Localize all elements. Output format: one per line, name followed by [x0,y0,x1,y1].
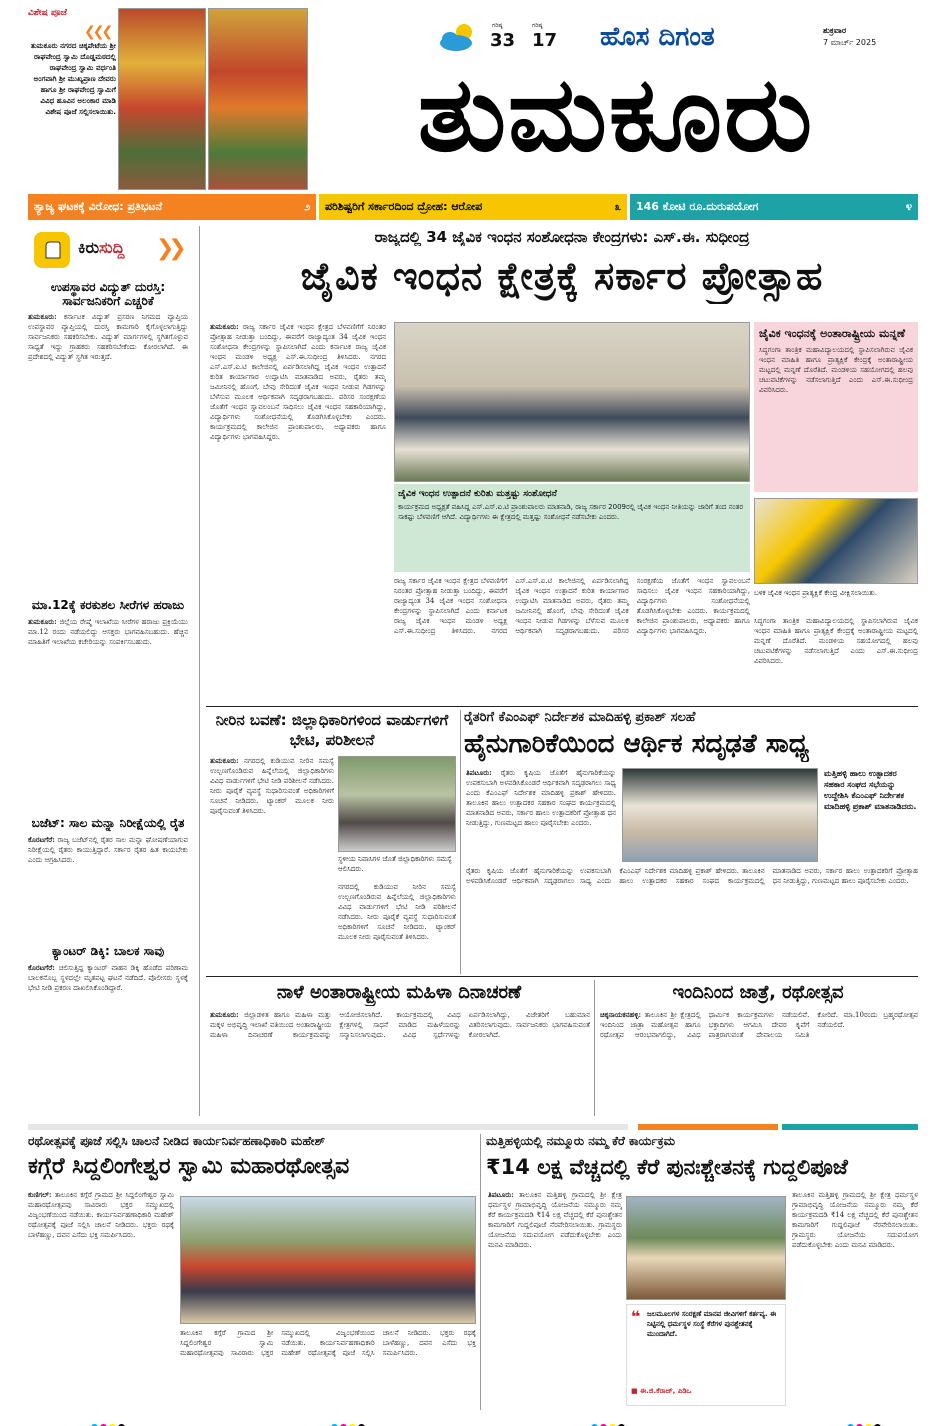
dairy-story [464,710,918,974]
briefs-chevrons-icon: ❯❯ [156,236,181,261]
bottom-divider [480,1134,481,1410]
kaggere-photo [180,1196,476,1324]
weather-max: 33 [490,30,516,51]
lead-side-box [754,322,918,492]
kere-story [486,1134,918,1410]
teaser-1[interactable]: ತ್ಯಾಜ್ಯ ಘಟಕಕ್ಕೆ ವಿರೋಧ: ಪ್ರತಿಭಟನೆ ೨ [28,194,316,220]
lead-side-body: ಸಿದ್ಧಗಂಗಾ ತಾಂತ್ರಿಕ ಮಹಾವಿದ್ಯಾಲಯದಲ್ಲಿ ಸ್ಥಾಪಿಸಲಾಗಿರುವ ಜೈವಿಕ ಇಂಧನ ಮಾಹಿತಿ ಹಾಗೂ ಪ್ರಾತ್ಯಕ್ಷಿಕೆ ಕೇಂದ್ರಕ್ಕೆ ಅಂತಾರಾಷ್ಟ್ರೀಯ ಮಟ್ಟದಲ್ಲಿ ಮನ್ನಣೆ ದೊರೆತಿದೆ. ಮಂಡಳಿಯ ಸಹಯೋಗದಲ್ಲಿ ಹಲವು ಚಟುವಟಿಕೆಗಳನ್ನು ನಡೆಸಲಾಗುತ್ತಿದೆ ಎಂದು ಎಸ್.ಈ.ಸುಧೀಂದ್ರ ವಿವರಿಸಿದರು. [759,346,913,394]
kaggere-kicker: ರಥೋತ್ಸವಕ್ಕೆ ಪೂಜೆ ಸಲ್ಲಿಸಿ ಚಾಲನೆ ನೀಡಿದ ಕಾರ್ಯನಿರ್ವಹಣಾಧಿಕಾರಿ ಮಹೇಶ್ [28,1134,326,1148]
dairy-kicker: ರೈತರಿಗೆ ಕೆಎಂಎಫ್ ನಿರ್ದೇಶಕ ಮಾದಿಹಳ್ಳಿ ಪ್ರಕಾಶ್ ಸಲಹೆ [464,710,696,725]
womens-day-divider [594,980,595,1116]
brief-body: ಕೊರಟಗೆರೆ: ರಾಜ್ಯ ಬಜೆಟ್‌ನಲ್ಲಿ ರೈತರ ಸಾಲ ಮನ್ನಾ ಘೋಷಣೆಯಾಗುವ ನಿರೀಕ್ಷೆಯಲ್ಲಿ ರೈತರು ಕಾಯುತ್ತಿದ್ದಾರೆ. ಸರ್ಕಾರ ರೈತರ ಹಿತ ಕಾಯಬೇಕು ಎಂದು ಆಗ್ರಹಿಸಿದರು. [28,835,188,864]
brief-title: ಉಪಸ್ಥಾವರ ವಿದ್ಯುತ್ ದುರಸ್ತಿ: ಸಾರ್ವಜನಿಕರಿಗೆ ಎಚ್ಚರಿಕೆ [50,280,166,308]
lead-side-photo [754,498,918,584]
lead-photo-caption: ಕಾರ್ಯಕ್ರಮದ ಅಧ್ಯಕ್ಷತೆ ವಹಿಸಿದ್ದ ಎಸ್.ಎಸ್.ಐ.ಟಿ ಪ್ರಾಂಶುಪಾಲರು ಮಾತನಾಡಿ, ರಾಜ್ಯ ಸರ್ಕಾರ 2009ರಲ್ಲಿ ಜೈವಿಕ ಇಂಧನ ನೀತಿಯನ್ನು ಜಾರಿಗೆ ತಂದ ನಂತರ ಸಾಕಷ್ಟು ಬೆಳವಣಿಗೆ ಆಗಿದೆ. ವಿದ್ಯಾರ್ಥಿಗಳು ಈ ಕ್ಷೇತ್ರದಲ್ಲಿ ಮತ್ತಷ್ಟು ಸಂಶೋಧನೆ ನಡೆಸಬೇಕು ಎಂದರು. [398,503,744,521]
registration-marks [0,1414,945,1426]
dairy-body-cont: ರೈತರು ಕೃಷಿಯ ಜೊತೆಗೆ ಹೈನುಗಾರಿಕೆಯನ್ನು ಉಪಕಸುಬಾಗಿ ಅಳವಡಿಸಿಕೊಂಡರೆ ಆರ್ಥಿಕವಾಗಿ ಸದೃಢರಾಗಲು ಸಾಧ್ಯ ಎಂದು ಕೆಎಂಎಫ್ ನಿರ್ದೇಶಕ ಮಾದಿಹಳ್ಳಿ ಪ್ರಕಾಶ್ ಹೇಳಿದರು. ತಾಲೂಕಿನ ಹಾಲು ಉತ್ಪಾದಕರ ಸಹಕಾರ ಸಂಘದ ಕಾರ್ಯಕ್ರಮದಲ್ಲಿ ಮಾತನಾಡಿದ ಅವರು, ಸರ್ಕಾರ ಹಾಲು ಉತ್ಪಾದಕರಿಗೆ ಪ್ರೋತ್ಸಾಹ ಧನ ನೀಡುತ್ತಿದ್ದು, ಗುಣಮಟ್ಟದ ಹಾಲು ಪೂರೈಸಬೇಕು ಎಂದರು. [466,867,918,885]
dairy-headline: ಹೈನುಗಾರಿಕೆಯಿಂದ ಆರ್ಥಿಕ ಸದೃಢತೆ ಸಾಧ್ಯ [464,729,810,759]
brief-2 [28,598,188,808]
ward-headline: ನೀರಿನ ಬವಣೆ: ಜಿಲ್ಲಾಧಿಕಾರಿಗಳಿಂದ ವಾರ್ಡುಗಳಿಗೆ ಭೇಟಿ, ಪರಿಶೀಲನೆ [215,711,449,749]
weather-min: 17 [532,30,558,51]
dairy-photo [622,768,818,862]
day: ಶುಕ್ರವಾರ [823,26,847,35]
jatre-story [598,980,918,1116]
brief-body: ತುಮಕೂರು: ಜಿಲ್ಲೆಯ ರೇಷ್ಮೆ ಇಲಾಖೆಯ ಸೀರೆಗಳ ಹರಾಜು ಪ್ರಕ್ರಿಯೆಯು ಮಾ.12 ರಂದು ನಡೆಯಲಿದ್ದು ಆಸಕ್ತರು ಭಾಗವಹಿಸಬಹುದು. ಹೆಚ್ಚಿನ ಮಾಹಿತಿಗೆ ಇಲಾಖೆಯ ಕಚೇರಿಯನ್ನು ಸಂಪರ್ಕಿಸಬಹುದು. [28,617,188,646]
ward-body-cont: ನಗರದಲ್ಲಿ ಕುಡಿಯುವ ನೀರಿನ ಸಮಸ್ಯೆ ಉಲ್ಬಣಗೊಂಡಿರುವ ಹಿನ್ನೆಲೆಯಲ್ಲಿ ಜಿಲ್ಲಾಧಿಕಾರಿಗಳು ವಿವಿಧ ವಾರ್ಡುಗಳಿಗೆ ಭೇಟಿ ನೀಡಿ ಪರಿಶೀಲನೆ ನಡೆಸಿದರು. ನೀರು ಪೂರೈಕೆ ವ್ಯವಸ್ಥೆ ಸುಧಾರಿಸುವಂತೆ ಅಧಿಕಾರಿಗಳಿಗೆ ಸೂಚನೆ ನೀಡಿದರು. ಟ್ಯಾಂಕರ್ ಮೂಲಕ ನೀರು ಪೂರೈಸುವಂತೆ ತಿಳಿಸಿದರು. [338,883,456,941]
kere-quote: ಜಲಮೂಲಗಳ ಸಂರಕ್ಷಣೆ ಮಾನವ ಜೀವಿಗಳಿಗೆ ಕರ್ತವ್ಯ. ಈ ನಿಟ್ಟಿನಲ್ಲಿ ಧರ್ಮಸ್ಥಳ ಸಂಸ್ಥೆ ಕೆರೆಗಳ ಪುನಶ್ಚೇತನಕ್ಕೆ ಮುಂದಾಗಿದೆ. [647,1310,777,1338]
brief-title: ಮಾ.12ಕ್ಕೆ ಕರಕುಶಲ ಸೀರೆಗಳ ಹರಾಜು [31,598,185,612]
lead-photo-caption-box [394,484,750,572]
briefs-column [28,226,198,1116]
brief-title: ಕ್ಯಾಂಟರ್ ಡಿಕ್ಕಿ: ಬಾಲಕ ಸಾವು [51,944,165,958]
quote-icon: ❝ [631,1307,641,1326]
hand-icon [32,230,72,270]
ward-caption: ಸ್ಥಳೀಯ ನಿವಾಸಿಗಳ ಜೊತೆ ಜಿಲ್ಲಾಧಿಕಾರಿಗಳು ಸಮಸ್ಯೆ ಆಲಿಸಿದರು. [338,855,452,873]
feature-caption: ತುಮಕೂರು ನಗರದ ಚಿಕ್ಕಪೇಟೆಯ ಶ್ರೀ ರಾಘವೇಂದ್ರ ಸ್ವಾಮಿ ದೊಡ್ಡಮಠದಲ್ಲಿ ರಾಘವೇಂದ್ರ ಸ್ವಾಮಿ ವರ್ಧಂತಿ ಅಂಗವಾಗಿ ಶ್ರೀ ಮುಖ್ಯಪ್ರಾಣ ದೇವರು ಹಾಗೂ ಶ್ರೀ ರಾಘವೇಂದ್ರ ಸ್ವಾಮಿಗೆ ವಿವಿಧ ಹೂವಿನ ಅಲಂಕಾರ ಮಾಡಿ ವಿಶೇಷ ಪೂಜೆ ಸಲ್ಲಿಸಲಾಯಿತು. [30,41,116,116]
lead-side-body-cont: ಸಿದ್ಧಗಂಗಾ ತಾಂತ್ರಿಕ ಮಹಾವಿದ್ಯಾಲಯದಲ್ಲಿ ಸ್ಥಾಪಿಸಲಾಗಿರುವ ಜೈವಿಕ ಇಂಧನ ಮಾಹಿತಿ ಹಾಗೂ ಪ್ರಾತ್ಯಕ್ಷಿಕೆ ಕೇಂದ್ರಕ್ಕೆ ಅಂತಾರಾಷ್ಟ್ರೀಯ ಮಟ್ಟದಲ್ಲಿ ಮನ್ನಣೆ ದೊರೆತಿದೆ. ಮಂಡಳಿಯ ಸಹಯೋಗದಲ್ಲಿ ಹಲವು ಚಟುವಟಿಕೆಗಳನ್ನು ನಡೆಸಲಾಗುತ್ತಿದೆ ಎಂದು ಎಸ್.ಈ.ಸುಧೀಂದ್ರ ವಿವರಿಸಿದರು. [754,617,918,665]
kaggere-headline: ಕಗ್ಗೆರೆ ಸಿದ್ದಲಿಂಗೇಶ್ವರ ಸ್ವಾಮಿ ಮಹಾರಥೋತ್ಸವ [28,1154,350,1179]
brief-title: ಬಜೆಟ್: ಸಾಲ ಮನ್ನಾ ನಿರೀಕ್ಷೆಯಲ್ಲಿ ರೈತ [31,816,185,830]
kere-headline: ₹14 ಲಕ್ಷ ವೆಚ್ಚದಲ್ಲಿ ಕೆರೆ ಪುನಃಶ್ಚೇತನಕ್ಕೆ ಗುದ್ದಲಿಪೂಜೆ [486,1155,848,1179]
section-bar [28,1124,918,1130]
lead-side-photo-caption: ಬಳಿಕ ಜೈವಿಕ ಇಂಧನ ಪ್ರಾತ್ಯಕ್ಷಿಕೆ ಕೇಂದ್ರ ವೀಕ್ಷಿಸಲಾಯಿತು. [754,589,878,597]
womens-day-body: ತುಮಕೂರು: ಜಿಲ್ಲಾಡಳಿತ ಹಾಗೂ ಮಹಿಳಾ ಮತ್ತು ಮಕ್ಕಳ ಅಭಿವೃದ್ಧಿ ಇಲಾಖೆ ವತಿಯಿಂದ ಅಂತಾರಾಷ್ಟ್ರೀಯ ಮಹಿಳಾ ದಿನಾಚರಣೆ ಕಾರ್ಯಕ್ರಮವನ್ನು ಆಯೋಜಿಸಲಾಗಿದೆ. ಕಾರ್ಯಕ್ರಮದಲ್ಲಿ ವಿವಿಧ ಕ್ಷೇತ್ರಗಳಲ್ಲಿ ಸಾಧನೆ ಮಾಡಿದ ಮಹಿಳೆಯರನ್ನು ಸನ್ಮಾನಿಸಲಾಗುವುದು. ವಿವಿಧ ಸ್ಪರ್ಧೆಗಳನ್ನು ಏರ್ಪಡಿಸಲಾಗಿದ್ದು, ವಿಜೇತರಿಗೆ ಬಹುಮಾನ ವಿತರಿಸಲಾಗುವುದು. ಸಾರ್ವಜನಿಕರು ಭಾಗವಹಿಸುವಂತೆ ಕೋರಲಾಗಿದೆ. [210,1010,590,1039]
teaser-strip [28,194,918,220]
lead-headline: ಜೈವಿಕ ಇಂಧನ ಕ್ಷೇತ್ರಕ್ಕೆ ಸರ್ಕಾರ ಪ್ರೋತ್ಸಾಹ [300,254,824,298]
teaser-2[interactable]: ಪರಿಶಿಷ್ಟರಿಗೆ ಸರ್ಕಾರದಿಂದ ದ್ರೋಹ: ಆರೋಪ ೩ [319,194,627,220]
brief-body: ಕೊರಟಗೆರೆ: ಚಲಿಸುತ್ತಿದ್ದ ಕ್ಯಾಂಟರ್ ವಾಹನ ಡಿಕ್ಕಿ ಹೊಡೆದ ಪರಿಣಾಮ ಬಾಲಕನೊಬ್ಬ ಸ್ಥಳದಲ್ಲೇ ಮೃತಪಟ್ಟ ಘಟನೆ ನಡೆದಿದೆ. ಪೊಲೀಸರು ಸ್ಥಳಕ್ಕೆ ಭೇಟಿ ನೀಡಿ ಪ್ರಕರಣ ದಾಖಲಿಸಿಕೊಂಡಿದ್ದಾರೆ. [28,963,188,992]
chevrons-icon: ❮❮❮ [84,24,111,40]
kere-body: ತಿಪಟೂರು: ತಾಲೂಕಿನ ಮತ್ತಿಹಳ್ಳಿ ಗ್ರಾಮದಲ್ಲಿ ಶ್ರೀ ಕ್ಷೇತ್ರ ಧರ್ಮಸ್ಥಳ ಗ್ರಾಮಾಭಿವೃದ್ಧಿ ಯೋಜನೆಯ ನಮ್ಮೂರು ನಮ್ಮ ಕೆರೆ ಕಾರ್ಯಕ್ರಮದಡಿ ₹14 ಲಕ್ಷ ವೆಚ್ಚದಲ್ಲಿ ಕೆರೆ ಪುನಃಶ್ಚೇತನ ಕಾಮಗಾರಿಗೆ ಗುದ್ದಲಿಪೂಜೆ ನೆರವೇರಿಸಲಾಯಿತು. ಗ್ರಾಮಸ್ಥರು ಯೋಜನೆಯ ಸದುಪಯೋಗ ಪಡೆದುಕೊಳ್ಳಬೇಕು ಎಂದು ಮನವಿ ಮಾಡಿದರು. [488,1190,622,1249]
lead-body-cont: ರಾಜ್ಯ ಸರ್ಕಾರ ಜೈವಿಕ ಇಂಧನ ಕ್ಷೇತ್ರದ ಬೆಳವಣಿಗೆಗೆ ನಿರಂತರ ಪ್ರೋತ್ಸಾಹ ನೀಡುತ್ತಾ ಬಂದಿದ್ದು, ಈವರೆಗೆ ರಾಜ್ಯಾದ್ಯಂತ 34 ಜೈವಿಕ ಇಂಧನ ಸಂಶೋಧನಾ ಕೇಂದ್ರಗಳನ್ನು ಸ್ಥಾಪಿಸಲಾಗಿದೆ ಎಂದು ಕರ್ನಾಟಕ ರಾಜ್ಯ ಜೈವಿಕ ಇಂಧನ ಮಂಡಳಿ ಅಧ್ಯಕ್ಷ ಎಸ್.ಈ.ಸುಧೀಂದ್ರ ತಿಳಿಸಿದರು. ನಗರದ ಎಸ್.ಎಸ್.ಐ.ಟಿ ಕಾಲೇಜಿನಲ್ಲಿ ಏರ್ಪಡಿಸಲಾಗಿದ್ದ ಜೈವಿಕ ಇಂಧನ ಉತ್ಪಾದನೆ ಕುರಿತ ಕಾರ್ಯಾಗಾರ ಉದ್ಘಾಟಿಸಿ ಮಾತನಾಡಿದ ಅವರು, ರೈತರು ತಮ್ಮ ಜಮೀನಿನಲ್ಲಿ ಹೊಂಗೆ, ಬೇವು ಸೇರಿದಂತೆ ಜೈವಿಕ ಇಂಧನ ನೀಡುವ ಗಿಡಗಳನ್ನು ಬೆಳೆಸುವ ಮೂಲಕ ಆರ್ಥಿಕವಾಗಿ ಸದೃಢರಾಗಬಹುದು. ಪರಿಸರ ಸಂರಕ್ಷಣೆಯ ಜೊತೆಗೆ ಇಂಧನ ಸ್ವಾವಲಂಬನೆ ಸಾಧಿಸಲು ಜೈವಿಕ ಇಂಧನ ಸಹಕಾರಿಯಾಗಿದ್ದು, ವಿದ್ಯಾರ್ಥಿಗಳು ಸಂಶೋಧನೆಯಲ್ಲಿ ತೊಡಗಿಸಿಕೊಳ್ಳಬೇಕು ಎಂದರು. ಕಾರ್ಯಕ್ರಮದಲ್ಲಿ ಕಾಲೇಜಿನ ಪ್ರಾಂಶುಪಾಲರು, ಅಧ್ಯಾಪಕರು ಹಾಗೂ ವಿದ್ಯಾರ್ಥಿಗಳು ಭಾಗವಹಿಸಿದ್ದರು. [394,577,750,635]
paper-name: ಹೊಸ ದಿಗಂತ [600,22,715,52]
womens-day-headline: ನಾಳೆ ಅಂತಾರಾಷ್ಟ್ರೀಯ ಮಹಿಳಾ ದಿನಾಚರಣೆ [276,982,522,1003]
lead-story [206,226,918,706]
lead-body: ತುಮಕೂರು: ರಾಜ್ಯ ಸರ್ಕಾರ ಜೈವಿಕ ಇಂಧನ ಕ್ಷೇತ್ರದ ಬೆಳವಣಿಗೆಗೆ ನಿರಂತರ ಪ್ರೋತ್ಸಾಹ ನೀಡುತ್ತಾ ಬಂದಿದ್ದು, ಈವರೆಗೆ ರಾಜ್ಯಾದ್ಯಂತ 34 ಜೈವಿಕ ಇಂಧನ ಸಂಶೋಧನಾ ಕೇಂದ್ರಗಳನ್ನು ಸ್ಥಾಪಿಸಲಾಗಿದೆ ಎಂದು ಕರ್ನಾಟಕ ರಾಜ್ಯ ಜೈವಿಕ ಇಂಧನ ಮಂಡಳಿ ಅಧ್ಯಕ್ಷ ಎಸ್.ಈ.ಸುಧೀಂದ್ರ ತಿಳಿಸಿದರು. ನಗರದ ಎಸ್.ಎಸ್.ಐ.ಟಿ ಕಾಲೇಜಿನಲ್ಲಿ ಏರ್ಪಡಿಸಲಾಗಿದ್ದ ಜೈವಿಕ ಇಂಧನ ಉತ್ಪಾದನೆ ಕುರಿತ ಕಾರ್ಯಾಗಾರ ಉದ್ಘಾಟಿಸಿ ಮಾತನಾಡಿದ ಅವರು, ರೈತರು ತಮ್ಮ ಜಮೀನಿನಲ್ಲಿ ಹೊಂಗೆ, ಬೇವು ಸೇರಿದಂತೆ ಜೈವಿಕ ಇಂಧನ ನೀಡುವ ಗಿಡಗಳನ್ನು ಬೆಳೆಸುವ ಮೂಲಕ ಆರ್ಥಿಕವಾಗಿ ಸದೃಢರಾಗಬಹುದು. ಪರಿಸರ ಸಂರಕ್ಷಣೆಯ ಜೊತೆಗೆ ಇಂಧನ ಸ್ವಾವಲಂಬನೆ ಸಾಧಿಸಲು ಜೈವಿಕ ಇಂಧನ ಸಹಕಾರಿಯಾಗಿದ್ದು, ವಿದ್ಯಾರ್ಥಿಗಳು ಸಂಶೋಧನೆಯಲ್ಲಿ ತೊಡಗಿಸಿಕೊಳ್ಳಬೇಕು ಎಂದರು. ಕಾರ್ಯಕ್ರಮದಲ್ಲಿ ಕಾಲೇಜಿನ ಪ್ರಾಂಶುಪಾಲರು, ಅಧ್ಯಾಪಕರು ಹಾಗೂ ವಿದ್ಯಾರ್ಥಿಗಳು ಭಾಗವಹಿಸಿದ್ದರು. [210,322,386,441]
deity-photo-2 [208,8,308,190]
teaser-3[interactable]: 146 ಕೋಟಿ ರೂ.ದುರುಪಯೋಗ ೪ [630,194,918,220]
date: 7 ಮಾರ್ಚ್ 2025 [823,38,877,47]
mid-rule [206,976,918,977]
brief-body: ತುಮಕೂರು: ಕರ್ನಾಟಕ ವಿದ್ಯುತ್ ಪ್ರಸರಣ ನಿಗಮದ ವ್ಯಾಪ್ತಿಯ ಉಪಸ್ಥಾವರ ವ್ಯಾಪ್ತಿಯಲ್ಲಿ ದುರಸ್ತಿ ಕಾಮಗಾರಿ ಕೈಗೊಳ್ಳಲಾಗುತ್ತಿದ್ದು ಸಾರ್ವಜನಿಕರು ಸಹಕರಿಸಬೇಕು. ವಿದ್ಯುತ್ ಮಾರ್ಗಗಳಲ್ಲಿ ಸ್ಥಗಿತಗೊಳ್ಳುವ ಸಾಧ್ಯತೆ ಇದ್ದು ಗ್ರಾಹಕರು ಸಹಕರಿಸಬೇಕೆಂದು ಕೋರಲಾಗಿದೆ. ಈ ಪ್ರದೇಶದಲ್ಲಿ ವಿದ್ಯುತ್ ಸ್ಥಗಿತ ಇರುತ್ತದೆ. [28,312,188,361]
lead-photo-caption-title: ಜೈವಿಕ ಇಂಧನ ಉತ್ಪಾದನೆ ಕುರಿತು ಮತ್ತಷ್ಟು ಸಂಶೋಧನೆ [398,489,557,499]
dairy-body: ತಿಪಟೂರು: ರೈತರು ಕೃಷಿಯ ಜೊತೆಗೆ ಹೈನುಗಾರಿಕೆಯನ್ನು ಉಪಕಸುಬಾಗಿ ಅಳವಡಿಸಿಕೊಂಡರೆ ಆರ್ಥಿಕವಾಗಿ ಸದೃಢರಾಗಲು ಸಾಧ್ಯ ಎಂದು ಕೆಎಂಎಫ್ ನಿರ್ದೇಶಕ ಮಾದಿಹಳ್ಳಿ ಪ್ರಕಾಶ್ ಹೇಳಿದರು. ತಾಲೂಕಿನ ಹಾಲು ಉತ್ಪಾದಕರ ಸಹಕಾರ ಸಂಘದ ಕಾರ್ಯಕ್ರಮದಲ್ಲಿ ಮಾತನಾಡಿದ ಅವರು, ಸರ್ಕಾರ ಹಾಲು ಉತ್ಪಾದಕರಿಗೆ ಪ್ರೋತ್ಸಾಹ ಧನ ನೀಡುತ್ತಿದ್ದು, ಗುಣಮಟ್ಟದ ಹಾಲು ಪೂರೈಸಬೇಕು ಎಂದರು. [466,768,616,827]
ward-body: ತುಮಕೂರು: ನಗರದಲ್ಲಿ ಕುಡಿಯುವ ನೀರಿನ ಸಮಸ್ಯೆ ಉಲ್ಬಣಗೊಂಡಿರುವ ಹಿನ್ನೆಲೆಯಲ್ಲಿ ಜಿಲ್ಲಾಧಿಕಾರಿಗಳು ವಿವಿಧ ವಾರ್ಡುಗಳಿಗೆ ಭೇಟಿ ನೀಡಿ ಪರಿಶೀಲನೆ ನಡೆಸಿದರು. ನೀರು ಪೂರೈಕೆ ವ್ಯವಸ್ಥೆ ಸುಧಾರಿಸುವಂತೆ ಅಧಿಕಾರಿಗಳಿಗೆ ಸೂಚನೆ ನೀಡಿದರು. ಟ್ಯಾಂಕರ್ ಮೂಲಕ ನೀರು ಪೂರೈಸುವಂತೆ ತಿಳಿಸಿದರು. [210,756,334,815]
jatre-body: ಚಿಕ್ಕನಾಯಕನಹಳ್ಳಿ: ತಾಲೂಕಿನ ಶ್ರೀ ಕ್ಷೇತ್ರದಲ್ಲಿ ಇಂದಿನಿಂದ ಜಾತ್ರಾ ಮಹೋತ್ಸವ ಹಾಗೂ ರಥೋತ್ಸವ ಆರಂಭವಾಗಲಿದ್ದು, ವಿವಿಧ ಧಾರ್ಮಿಕ ಕಾರ್ಯಕ್ರಮಗಳು ನಡೆಯಲಿವೆ. ಭಕ್ತಾದಿಗಳು ಆಗಮಿಸಿ ದೇವರ ಕೃಪೆಗೆ ಪಾತ್ರರಾಗುವಂತೆ ದೇವಾಲಯ ಸಮಿತಿ ಕೋರಿದೆ. ಮಾ.10ರಂದು ಬ್ರಹ್ಮರಥೋತ್ಸವ ನಡೆಯಲಿದೆ. [600,1010,918,1039]
kaggere-body-cont: ತಾಲೂಕಿನ ಕಗ್ಗೆರೆ ಗ್ರಾಮದ ಶ್ರೀ ಸಿದ್ದಲಿಂಗೇಶ್ವರ ಸ್ವಾಮಿ ಮಹಾರಥೋತ್ಸವವು ಸಾವಿರಾರು ಭಕ್ತರ ಸಮ್ಮುಖದಲ್ಲಿ ವಿಜೃಂಭಣೆಯಿಂದ ನಡೆಯಿತು. ಕಾರ್ಯನಿರ್ವಹಣಾಧಿಕಾರಿ ಮಹೇಶ್ ರಥೋತ್ಸವಕ್ಕೆ ಪೂಜೆ ಸಲ್ಲಿಸಿ ಚಾಲನೆ ನೀಡಿದರು. ಭಕ್ತರು ರಥಕ್ಕೆ ಬಾಳೆಹಣ್ಣು, ದವನ ಎಸೆದು ಭಕ್ತಿ ಸಮರ್ಪಿಸಿದರು. [180,1329,476,1357]
brief-3 [28,816,188,936]
feature-tag: ವಿಶೇಷ ಪೂಜೆ [28,8,68,18]
weather-max-label: ಗರಿಷ್ಠ [492,22,503,29]
womens-day-story [206,980,592,1116]
ward-story [206,710,458,974]
jatre-headline: ಇಂದಿನಿಂದ ಜಾತ್ರೆ, ರಥೋತ್ಸವ [672,982,844,1003]
kere-quote-box [626,1304,786,1406]
briefs-label: ಕಿರುಸುದ್ದಿ [78,238,125,257]
kere-body-cont: ತಾಲೂಕಿನ ಮತ್ತಿಹಳ್ಳಿ ಗ್ರಾಮದಲ್ಲಿ ಶ್ರೀ ಕ್ಷೇತ್ರ ಧರ್ಮಸ್ಥಳ ಗ್ರಾಮಾಭಿವೃದ್ಧಿ ಯೋಜನೆಯ ನಮ್ಮೂರು ನಮ್ಮ ಕೆರೆ ಕಾರ್ಯಕ್ರಮದಡಿ ₹14 ಲಕ್ಷ ವೆಚ್ಚದಲ್ಲಿ ಕೆರೆ ಪುನಃಶ್ಚೇತನ ಕಾಮಗಾರಿಗೆ ಗುದ್ದಲಿಪೂಜೆ ನೆರವೇರಿಸಲಾಯಿತು. ಗ್ರಾಮಸ್ಥರು ಯೋಜನೆಯ ಸದುಪಯೋಗ ಪಡೆದುಕೊಳ್ಳಬೇಕು ಎಂದು ಮನವಿ ಮಾಡಿದರು. [792,1191,918,1249]
lead-kicker: ರಾಜ್ಯದಲ್ಲಿ 34 ಜೈವಿಕ ಇಂಧನ ಸಂಶೋಧನಾ ಕೇಂದ್ರಗಳು: ಎಸ್.ಈ. ಸುಧೀಂದ್ರ [374,228,750,246]
city-title: ತುಮಕೂರು [417,53,815,175]
dairy-photo-caption: ಮತ್ತಿಹಳ್ಳಿ ಹಾಲು ಉತ್ಪಾದಕರ ಸಹಕಾರ ಸಂಘದ ಸಭೆಯನ್ನು ಉದ್ದೇಶಿಸಿ ಕೆಎಂಎಫ್ ನಿರ್ದೇಶಕ ಮಾದಿಹಳ್ಳಿ ಪ್ರಕಾಶ್ ಮಾತನಾಡಿದರು. [824,769,917,811]
kaggere-story [28,1134,476,1410]
lead-side-title: ಜೈವಿಕ ಇಂಧನಕ್ಕೆ ಅಂತಾರಾಷ್ಟ್ರೀಯ ಮನ್ನಣೆ [759,327,906,340]
weather-min-label: ಗರಿಷ್ಠ [532,22,543,29]
kaggere-body: ಕುಣಿಗಲ್: ತಾಲೂಕಿನ ಕಗ್ಗೆರೆ ಗ್ರಾಮದ ಶ್ರೀ ಸಿದ್ದಲಿಂಗೇಶ್ವರ ಸ್ವಾಮಿ ಮಹಾರಥೋತ್ಸವವು ಸಾವಿರಾರು ಭಕ್ತರ ಸಮ್ಮುಖದಲ್ಲಿ ವಿಜೃಂಭಣೆಯಿಂದ ನಡೆಯಿತು. ಕಾರ್ಯನಿರ್ವಹಣಾಧಿಕಾರಿ ಮಹೇಶ್ ರಥೋತ್ಸವಕ್ಕೆ ಪೂಜೆ ಸಲ್ಲಿಸಿ ಚಾಲನೆ ನೀಡಿದರು. ಭಕ್ತರು ರಥಕ್ಕೆ ಬಾಳೆಹಣ್ಣು, ದವನ ಎಸೆದು ಭಕ್ತಿ ಸಮರ್ಪಿಸಿದರು. [28,1190,174,1239]
briefs-header [28,228,188,272]
kere-photo [626,1196,786,1300]
deity-photo-1 [118,8,206,190]
masthead [28,8,918,194]
brief-1 [28,280,188,590]
lead-photo [394,322,750,482]
briefs-divider [199,226,200,1116]
ward-divider [460,710,461,974]
kere-quote-by: ■ ಈ.ಜಿ.ಕೆರಾಜ್, ಪಿಡಿಒ [631,1387,692,1395]
kere-kicker: ಮತ್ತಿಹಳ್ಳಿಯಲ್ಲಿ ನಮ್ಮೂರು ನಮ್ಮ ಕೆರೆ ಕಾರ್ಯಕ್ರಮ [486,1134,676,1148]
lead-bottom-rule [206,706,918,707]
ward-photo [338,756,456,852]
brief-4 [28,944,188,1114]
